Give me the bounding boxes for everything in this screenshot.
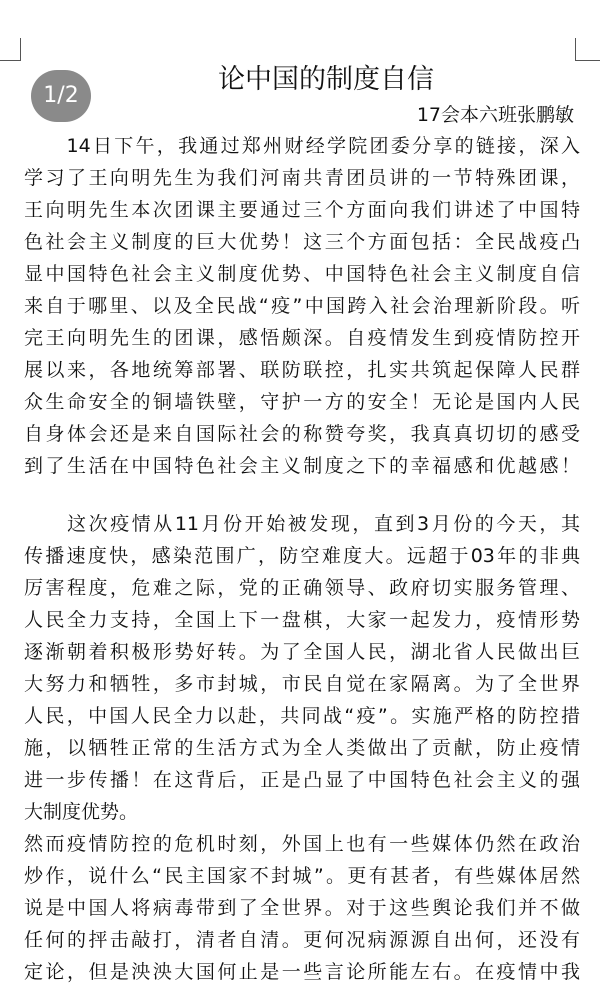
text-line: 这次疫情从11月份开始被发现，直到3月份的今天，其 bbox=[24, 513, 580, 535]
text-line: 然而疫情防控的危机时刻，外国上也有一些媒体仍然在政治 bbox=[24, 833, 580, 855]
page-corner-mark-top-right bbox=[575, 38, 600, 61]
text-line: 展以来，各地统筹部署、联防联控，扎实共筑起保障人民群 bbox=[24, 359, 580, 381]
text-line: 自身体会还是来自国际社会的称赞夸奖，我真真切切的感受 bbox=[24, 423, 580, 445]
text-line: 大努力和牺牲，多市封城，市民自觉在家隔离。为了全世界 bbox=[24, 673, 580, 695]
text-line: 任何的抨击敲打，清者自清。更何况病源源自出何，还没有 bbox=[24, 929, 580, 951]
paragraph-1 bbox=[24, 130, 580, 482]
document-author: 17会本六班张鹏敏 bbox=[416, 104, 574, 126]
text-line: 施，以牺牲正常的生活方式为全人类做出了贡献，防止疫情 bbox=[24, 737, 580, 759]
paragraph-2 bbox=[24, 508, 580, 828]
text-line: 完王向明先生的团课，感悟颇深。自疫情发生到疫情防控开 bbox=[24, 327, 580, 349]
text-line: 定论，但是泱泱大国何止是一些言论所能左右。在疫情中我 bbox=[24, 961, 580, 983]
document-body bbox=[24, 130, 580, 988]
text-line: 众生命安全的铜墙铁壁，守护一方的安全！无论是国内人民 bbox=[24, 391, 580, 413]
text-line: 学习了王向明先生为我们河南共青团员讲的一节特殊团课， bbox=[24, 167, 580, 189]
text-line: 显中国特色社会主义制度优势、中国特色社会主义制度自信 bbox=[24, 263, 580, 285]
text-line: 说是中国人将病毒带到了全世界。对于这些舆论我们并不做 bbox=[24, 897, 580, 919]
text-line: 厉害程度，危难之际，党的正确领导、政府切实服务管理、 bbox=[24, 577, 580, 599]
text-line: 人民全力支持，全国上下一盘棋，大家一起发力，疫情形势 bbox=[24, 609, 580, 631]
text-line: 大制度优势。 bbox=[24, 801, 139, 823]
text-line: 来自于哪里、以及全民战“疫”中国跨入社会治理新阶段。听 bbox=[24, 295, 580, 317]
text-line: 14日下午，我通过郑州财经学院团委分享的链接，深入 bbox=[24, 135, 580, 157]
document-title: 论中国的制度自信 bbox=[218, 64, 434, 95]
paragraph-3 bbox=[24, 828, 580, 988]
text-line: 人民，中国人民全力以赴，共同战“疫”。实施严格的防控措 bbox=[24, 705, 580, 727]
page-indicator-badge: 1/2 bbox=[31, 70, 91, 122]
text-line: 逐渐朝着积极形势好转。为了全国人民，湖北省人民做出巨 bbox=[24, 641, 580, 663]
text-line: 传播速度快，感染范围广，防空难度大。远超于03年的非典 bbox=[24, 545, 580, 567]
paragraph-gap bbox=[24, 482, 580, 508]
text-line: 炒作，说什么“民主国家不封城”。更有甚者，有些媒体居然 bbox=[24, 865, 580, 887]
text-line: 色社会主义制度的巨大优势！这三个方面包括：全民战疫凸 bbox=[24, 231, 580, 253]
page-corner-mark-top-left bbox=[0, 38, 21, 61]
text-line: 到了生活在中国特色社会主义制度之下的幸福感和优越感！ bbox=[24, 455, 580, 477]
text-line: 进一步传播！在这背后，正是凸显了中国特色社会主义的强 bbox=[24, 769, 580, 791]
text-line: 王向明先生本次团课主要通过三个方面向我们讲述了中国特 bbox=[24, 199, 580, 221]
